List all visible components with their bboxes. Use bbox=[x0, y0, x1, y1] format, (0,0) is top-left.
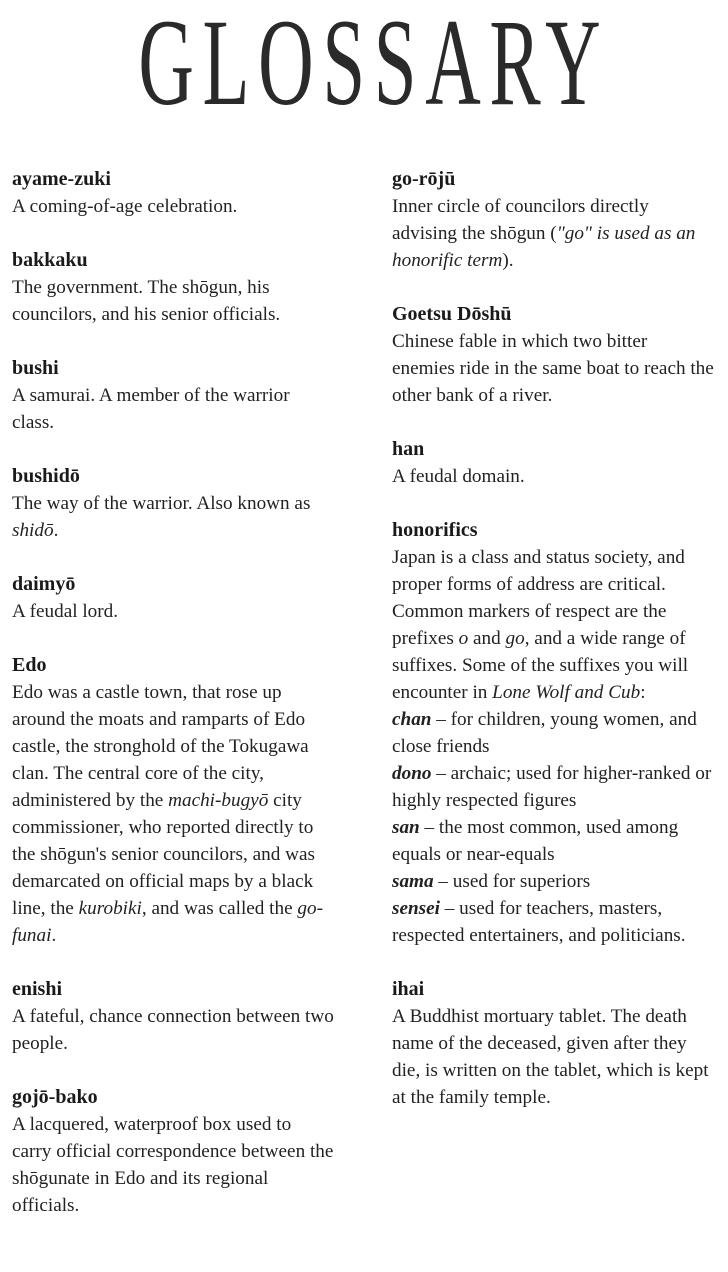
suffix-term: chan bbox=[392, 709, 432, 730]
glossary-definition bbox=[12, 193, 334, 220]
italic-text: machi-bugyō bbox=[168, 790, 269, 811]
glossary-definition bbox=[12, 1111, 334, 1219]
italic-text: "go" is used as an honorific term bbox=[392, 223, 696, 271]
glossary-term: bushidō bbox=[12, 465, 80, 487]
glossary-term: bakkaku bbox=[12, 249, 88, 271]
glossary-definition bbox=[12, 598, 334, 625]
definition-text: , and a wide range of suffixes. Some of the suffixes you will encounter in bbox=[392, 628, 689, 703]
glossary-term: ayame-zuki bbox=[12, 168, 111, 190]
definition-text: – the most common, used among equals or near-equals bbox=[392, 817, 679, 865]
glossary-term: ihai bbox=[392, 978, 425, 1000]
italic-text: go bbox=[505, 628, 525, 649]
page-title: GLOSSARY bbox=[138, 0, 610, 131]
glossary-definition bbox=[12, 274, 334, 328]
glossary-definition bbox=[12, 679, 334, 949]
glossary-entry bbox=[12, 166, 334, 220]
glossary-definition bbox=[392, 463, 714, 490]
glossary-entry bbox=[12, 355, 334, 436]
glossary-left-column bbox=[12, 166, 334, 1246]
glossary-term: gojō-bako bbox=[12, 1086, 98, 1108]
definition-text: A lacquered, waterproof box used to carry official correspondence between the shōgunate in Edo and its regional officials. bbox=[12, 1114, 334, 1216]
glossary-definition bbox=[12, 490, 334, 544]
suffix-term: san bbox=[392, 817, 420, 838]
definition-text: . bbox=[53, 520, 59, 541]
suffix-term: dono bbox=[392, 763, 432, 784]
glossary-term: Edo bbox=[12, 654, 47, 676]
glossary-term: Goetsu Dōshū bbox=[392, 303, 512, 325]
suffix-term: sensei bbox=[392, 898, 440, 919]
definition-text: Inner circle of councilors directly advising the shōgun ( bbox=[392, 196, 649, 244]
definition-text: Japan is a class and status society, and proper forms of address are critical. Common markers of respect are the prefixes bbox=[392, 547, 685, 649]
definition-text: A fateful, chance connection between two people. bbox=[12, 1006, 334, 1054]
glossary-definition bbox=[12, 1003, 334, 1057]
glossary-term: honorifics bbox=[392, 519, 478, 541]
glossary-entry bbox=[12, 976, 334, 1057]
suffix-term: sama bbox=[392, 871, 434, 892]
glossary-term: han bbox=[392, 438, 425, 460]
glossary-entry bbox=[392, 166, 714, 274]
definition-text: – used for teachers, masters, respected entertainers, and politicians. bbox=[392, 898, 686, 946]
glossary-entry bbox=[392, 301, 714, 409]
glossary-entry bbox=[392, 436, 714, 490]
glossary-entry bbox=[12, 652, 334, 949]
glossary-term: go-rōjū bbox=[392, 168, 456, 190]
definition-text: Chinese fable in which two bitter enemies ride in the same boat to reach the other bank of a river. bbox=[392, 331, 714, 406]
italic-text: kurobiki bbox=[78, 898, 142, 919]
italic-text: o bbox=[458, 628, 469, 649]
glossary-definition bbox=[392, 193, 714, 274]
definition-text: – used for superiors bbox=[433, 871, 591, 892]
definition-text: city commissioner, who reported directly to the shōgun's senior councilors, and was demarcated on official maps by a black line, the bbox=[12, 790, 315, 919]
definition-text: A samurai. A member of the warrior class. bbox=[12, 385, 290, 433]
definition-text: A coming-of-age celebration. bbox=[12, 196, 238, 217]
definition-text: , and was called the bbox=[141, 898, 298, 919]
glossary-definition bbox=[12, 382, 334, 436]
definition-text: : bbox=[640, 682, 646, 703]
definition-text: and bbox=[468, 628, 506, 649]
definition-text: The government. The shōgun, his councilors, and his senior officials. bbox=[12, 277, 281, 325]
definition-text: A Buddhist mortuary tablet. The death name of the deceased, given after they die, is written on the tablet, which is kept at the family temple. bbox=[392, 1006, 709, 1108]
glossary-entry bbox=[392, 517, 714, 949]
glossary-definition bbox=[392, 328, 714, 409]
italic-text: shidō bbox=[12, 520, 54, 541]
glossary-entry bbox=[392, 976, 714, 1111]
definition-text: – archaic; used for higher-ranked or highly respected figures bbox=[392, 763, 712, 811]
definition-text: ). bbox=[502, 250, 514, 271]
italic-text: Lone Wolf and Cub bbox=[492, 682, 641, 703]
glossary-entry bbox=[12, 1084, 334, 1219]
glossary-entry bbox=[12, 571, 334, 625]
glossary-right-column bbox=[392, 166, 714, 1138]
definition-text: . bbox=[51, 925, 57, 946]
glossary-entry bbox=[12, 463, 334, 544]
definition-text: A feudal domain. bbox=[392, 466, 525, 487]
glossary-term: daimyō bbox=[12, 573, 76, 595]
definition-text: The way of the warrior. Also known as bbox=[12, 493, 311, 514]
glossary-term: bushi bbox=[12, 357, 59, 379]
italic-text: go-funai bbox=[12, 898, 323, 946]
glossary-term: enishi bbox=[12, 978, 63, 1000]
glossary-definition bbox=[392, 1003, 714, 1111]
glossary-definition bbox=[392, 544, 714, 949]
definition-text: – for children, young women, and close friends bbox=[392, 709, 697, 757]
definition-text: Edo was a castle town, that rose up around the moats and ramparts of Edo castle, the stronghold of the Tokugawa clan. The central core of the city, administered by the bbox=[12, 682, 309, 811]
glossary-entry bbox=[12, 247, 334, 328]
definition-text: A feudal lord. bbox=[12, 601, 119, 622]
